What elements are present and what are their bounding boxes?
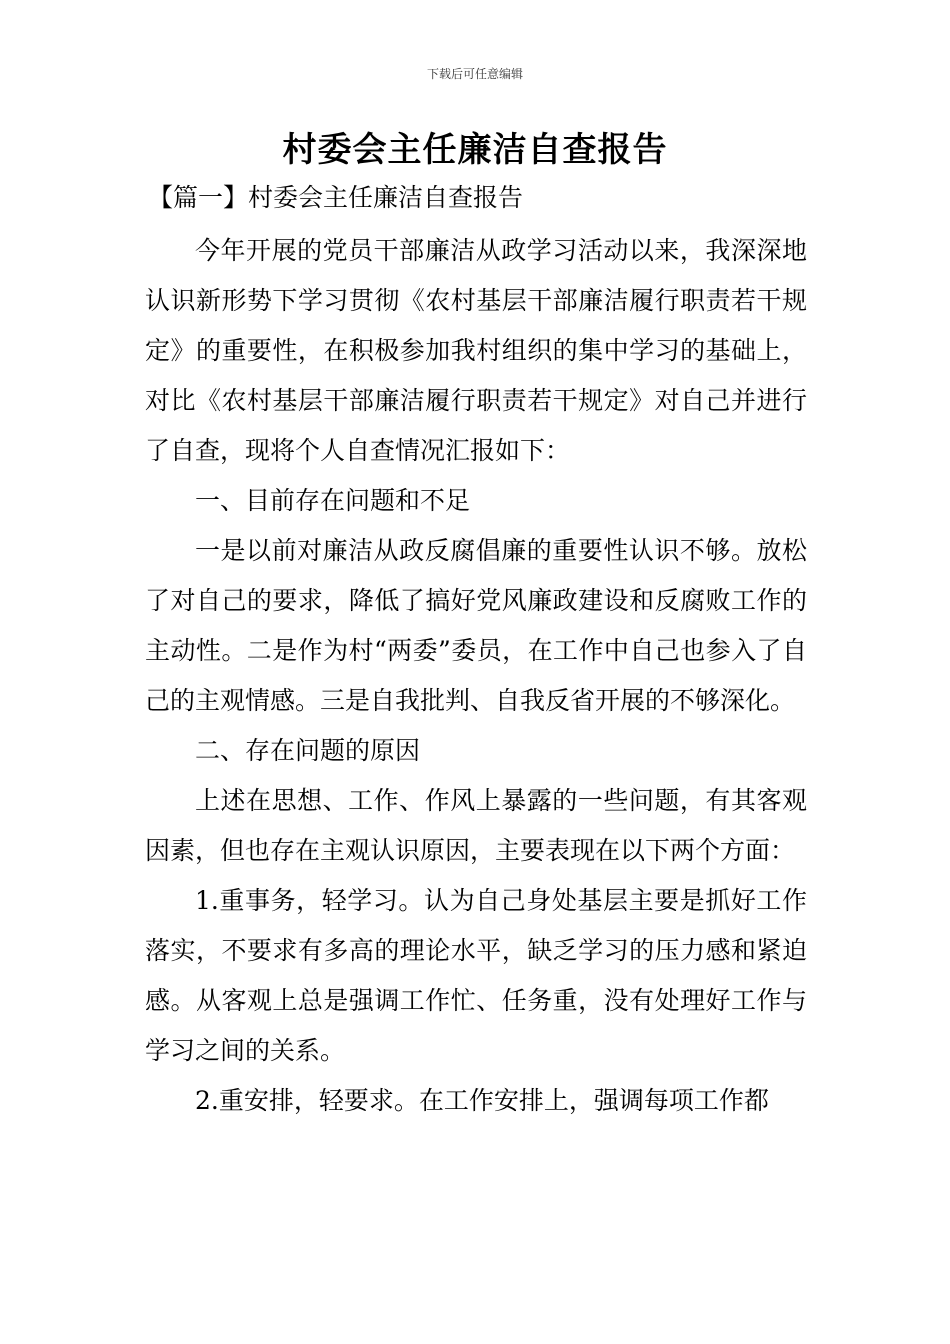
document-subtitle: 【篇一】村委会主任廉洁自查报告 — [148, 183, 524, 212]
section-heading-problems: 一、目前存在问题和不足 — [195, 486, 471, 515]
header-note: 下载后可任意编辑 — [426, 67, 523, 81]
paragraph-cause-2: 2.重安排，轻要求。在工作安排上，强调每项工作都 — [195, 1086, 769, 1115]
section-heading-causes: 二、存在问题的原因 — [195, 736, 421, 765]
paragraph-problems: 一是以前对廉洁从政反腐倡廉的重要性认识不够。放松了对自己的要求，降低了搞好党风廉政建设和反腐败工作的主动性。二是作为村“两委”委员，在工作中自己也参入了自己的主观情感。三是自我批判、自我反省开展的不够深化。 — [145, 536, 807, 715]
paragraph-intro: 今年开展的党员干部廉洁从政学习活动以来，我深深地认识新形势下学习贯彻《农村基层干部廉洁履行职责若干规定》的重要性，在积极参加我村组织的集中学习的基础上，对比《农村基层干部廉洁履行职责若干规定》对自己并进行了自查，现将个人自查情况汇报如下： — [145, 236, 807, 465]
document-body — [145, 226, 807, 1126]
paragraph-cause-1: 1.重事务，轻学习。认为自己身处基层主要是抓好工作落实，不要求有多高的理论水平，缺乏学习的压力感和紧迫感。从客观上总是强调工作忙、任务重，没有处理好工作与学习之间的关系。 — [145, 886, 807, 1065]
paragraph-causes: 上述在思想、工作、作风上暴露的一些问题，有其客观因素，但也存在主观认识原因，主要表现在以下两个方面： — [145, 786, 807, 865]
document-title: 村委会主任廉洁自查报告 — [282, 130, 668, 170]
